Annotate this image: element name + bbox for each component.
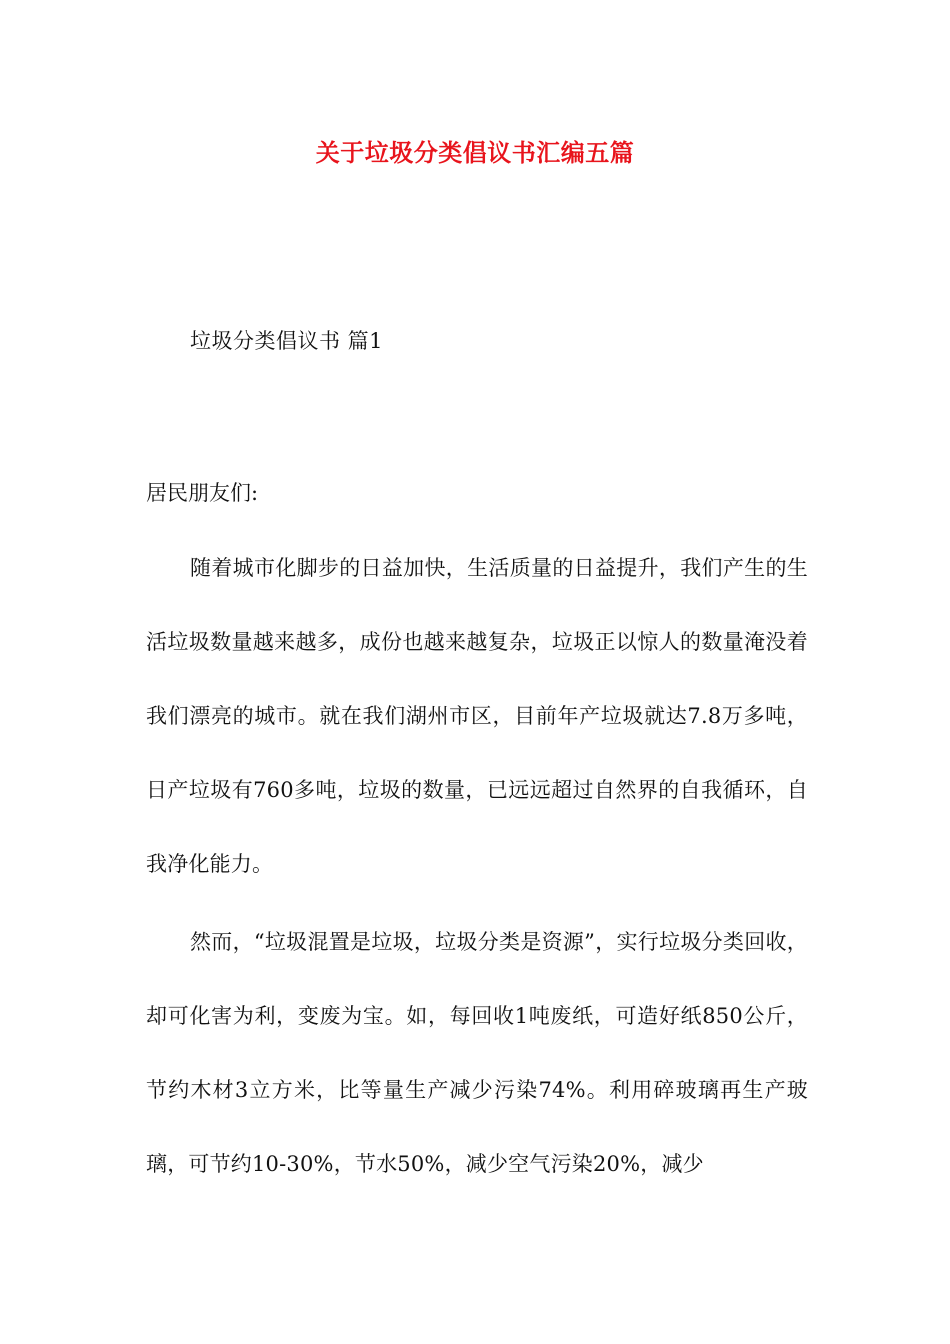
salutation: 居民朋友们: [146, 481, 259, 505]
document-title: 关于垃圾分类倡议书汇编五篇 [315, 139, 635, 167]
section-heading: 垃圾分类倡议书 篇1 [190, 329, 384, 353]
body-paragraph-1: 随着城市化脚步的日益加快，生活质量的日益提升，我们产生的生活垃圾数量越来越多，成份也越来越复杂，垃圾正以惊人的数量淹没着我们漂亮的城市。就在我们湖州市区，目前年产垃圾就达7.8万多吨，日产垃圾有760多吨，垃圾的数量，已远远超过自然界的自我循环，自我净化能力。 [146, 556, 808, 876]
body-paragraph-2: 然而，“垃圾混置是垃圾，垃圾分类是资源”，实行垃圾分类回收，却可化害为利，变废为宝。如，每回收1吨废纸，可造好纸850公斤，节约木材3立方米，比等量生产减少污染74%。利用碎玻璃再生产玻璃，可节约10-30%，节水50%，减少空气污染20%，减少 [146, 930, 808, 1176]
